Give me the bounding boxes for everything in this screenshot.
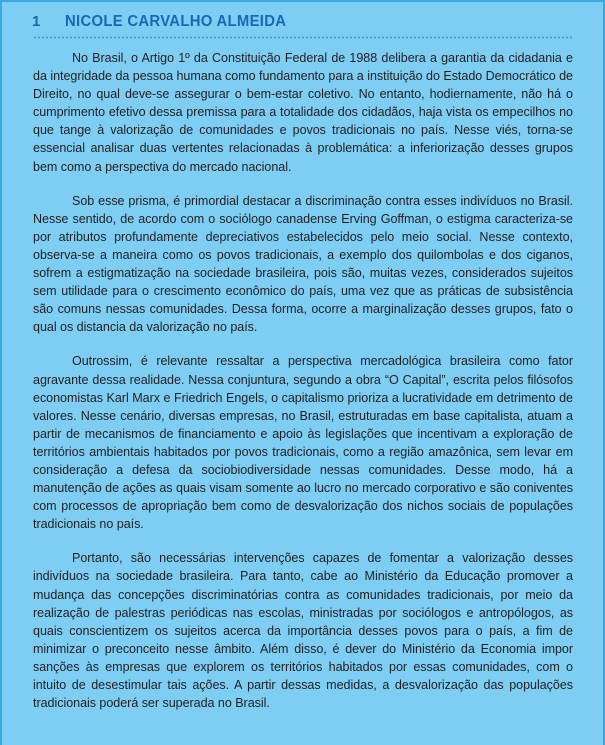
paragraph: Sob esse prisma, é primordial destacar a discriminação contra esses indivíduos no Brasil. Nesse sentido, de acordo com o sociólogo canadense Erving Goffman, o estigma caracteriza-se por atributos profundamente depreciativos estabelecidos pelo meio social. Nesse contexto, observa-se a maneira como os povos tradicionais, a exemplo dos quilombolas e dos ciganos, sofrem a estigmatização na sociedade brasileira, pois são, muitas vezes, considerados sujeitos sem utilidade para o crescimento econômico do país, uma vez que as práticas de subsistência são comuns nessas comunidades. Dessa forma, ocorre a marginalização desses grupos, fato o qual os distancia da valorização no país.: [33, 193, 573, 335]
essay-body: [2, 39, 603, 712]
paragraph: Outrossim, é relevante ressaltar a perspectiva mercadológica brasileira como fator agravante dessa realidade. Nessa conjuntura, segundo a obra “O Capital”, escrita pelos filósofos economistas Karl Marx e Friedrich Engels, o capitalismo prioriza a lucratividade em detrimento de valores. Nesse cenário, diversas empresas, no Brasil, estruturadas em base capitalista, atuam a partir de mecanismos de financiamento e apoio às legislações que incentivam a exploração de territórios ambientais habitados por povos tradicionais, como a região amazônica, sem levar em consideração a defesa da sociobiodiversidade nessas comunidades. Desse modo, há a manutenção de ações as quais visam somente ao lucro no mercado corporativo e são coniventes com processos de apropriação bem como de desvalorização dos nichos sociais de populações tradicionais no país.: [33, 354, 573, 532]
essay-author-title: NICOLE CARVALHO ALMEIDA: [65, 13, 287, 30]
paragraph: Portanto, são necessárias intervenções capazes de fomentar a valorização desses indivíduos na sociedade brasileira. Para tanto, cabe ao Ministério da Educação promover a mudança das concepções discriminatórias contra as comunidades tradicionais, por meio da realização de palestras periódicas nas escolas, ministradas por sociólogos e antropólogos, as quais conscientizem os sujeitos acerca da importância desses povos para o país, a fim de minimizar o preconceito nesse âmbito. Além disso, é dever do Ministério da Economia impor sanções às empresas que explorem os territórios habitados por essas comunidades, com o intuito de desestimular tais ações. A partir dessas medidas, a desvalorização das populações tradicionais poderá ser superada no Brasil.: [33, 551, 573, 711]
paragraph: No Brasil, o Artigo 1º da Constituição Federal de 1988 delibera a garantia da cidadania e da integridade da pessoa humana como fundamento para a instituição do Estado Democrático de Direito, no qual deve-se assegurar o bem-estar coletivo. No entanto, hodiernamente, não há o cumprimento efetivo dessa premissa para a totalidade dos cidadãos, haja vista os empecilhos no que tange à valorização de comunidades e povos tradicionais no país. Nesse viés, torna-se essencial analisar duas vertentes relacionadas à problemática: a inferiorização desses grupos bem como a perspectiva do mercado nacional.: [33, 51, 573, 174]
essay-header: [2, 2, 603, 31]
essay-number: 1: [32, 13, 41, 30]
